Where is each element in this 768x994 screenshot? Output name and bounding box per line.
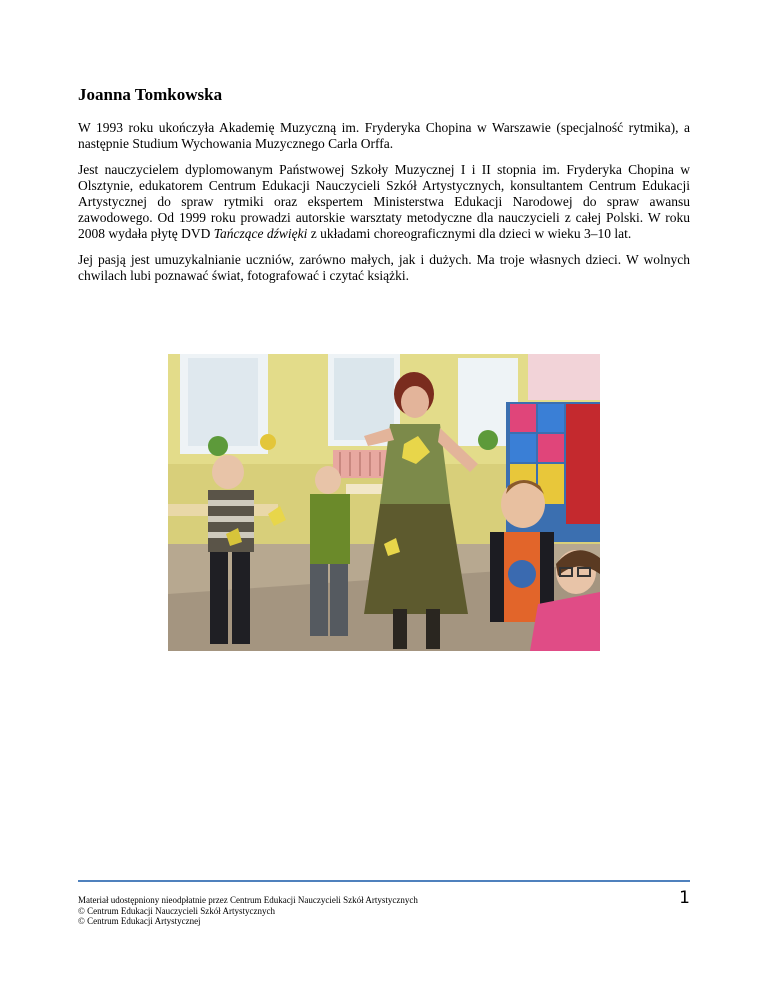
page-number: 1 — [679, 888, 690, 908]
footer-line-copyright-2: © Centrum Edukacji Artystycznej — [78, 916, 201, 926]
page-title: Joanna Tomkowska — [78, 85, 223, 104]
paragraph-education: W 1993 roku ukończyła Akademię Muzyczną im. Fryderyka Chopina w Warszawie (specjalność rytmika), a następnie Studium Wychowania Muzycznego Carla Orffa. — [78, 120, 690, 151]
document-body — [78, 84, 690, 294]
dvd-title: Tańczące dźwięki — [213, 226, 308, 241]
paragraph-career-text-end: z układami choreograficznymi dla dzieci w wieku 3–10 lat. — [307, 226, 632, 241]
paragraph-hobbies: Jej pasją jest umuzykalnianie uczniów, zarówno małych, jak i dużych. Ma troje własnych dzieci. W wolnych chwilach lubi poznawać świat, fotografować i czytać książki. — [78, 252, 690, 283]
footer-divider — [78, 880, 690, 882]
footer — [78, 895, 598, 927]
paragraph-career-text: Jest nauczycielem dyplomowanym Państwowej Szkoły Muzycznej I i II stopnia im. Fryderyka Chopina w Olsztynie, edukatorem Centrum Edukacji Nauczycieli Szkół Artystycznych, konsultantem Centrum Edukacji Artystycznej do spraw rytmiki oraz ekspertem Ministerstwa Edukacji Narodowej do spraw awansu zawodowego. Od 1999 roku prowadzi autorskie warsztaty metodyczne dla nauczycieli z całej Polski. W roku 2008 wydała płytę DVD — [78, 162, 690, 241]
footer-line-copyright-1: © Centrum Edukacji Nauczycieli Szkół Artystycznych — [78, 905, 276, 916]
classroom-photo — [168, 354, 600, 651]
paragraph-career — [78, 162, 690, 242]
footer-line-distribution: Materiał udostępniony nieodpłatnie przez Centrum Edukacji Nauczycieli Szkół Artystycznych — [78, 895, 418, 905]
